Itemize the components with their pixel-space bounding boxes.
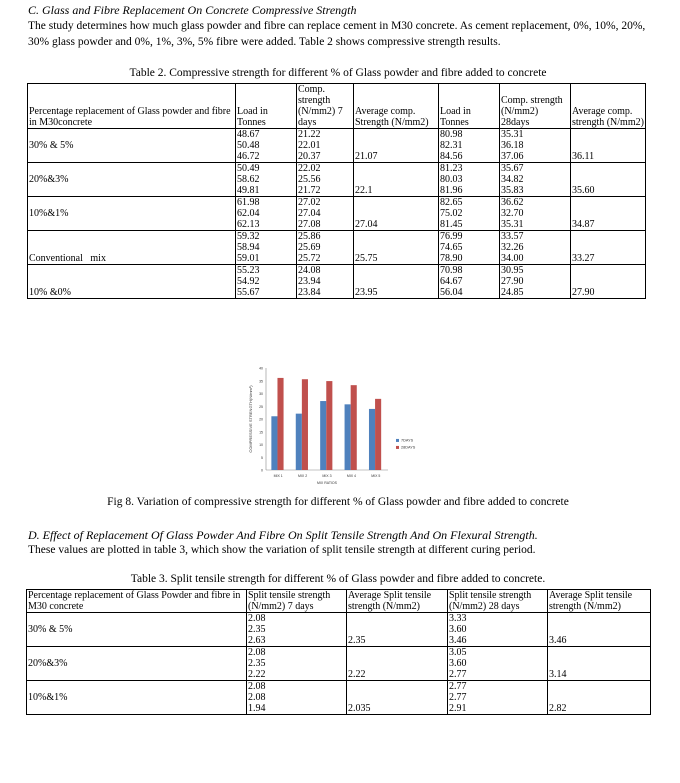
- comp-strength-28days: [500, 231, 571, 265]
- cell-value: 2.77: [449, 669, 467, 680]
- cell-value: 76.99: [440, 231, 463, 242]
- cell-value: 56.04: [440, 287, 463, 298]
- fig8-caption: Fig 8. Variation of compressive strength for different % of Glass powder and fibre added to concrete: [107, 496, 569, 508]
- x-tick-label: MIX 3: [322, 474, 332, 478]
- cell-value: 70.98: [440, 265, 463, 276]
- cell-value: 74.65: [440, 242, 463, 253]
- comp-strength-28days: [500, 197, 571, 231]
- avg-split-28days: 3.46: [548, 613, 651, 647]
- cell-value: 82.65: [440, 197, 463, 208]
- load-28days: [439, 231, 500, 265]
- table-row: [27, 647, 651, 681]
- table3-header-cell: Average Split tensile strength (N/mm2): [347, 590, 448, 613]
- cell-value: 25.56: [298, 174, 321, 185]
- avg-comp-7days: 27.04: [354, 197, 439, 231]
- cell-value: 21.72: [298, 185, 321, 196]
- cell-value: 2.35: [248, 658, 266, 669]
- table3-header-cell: Percentage replacement of Glass Powder and fibre in M30 concrete: [27, 590, 247, 613]
- cell-value: 36.62: [501, 197, 524, 208]
- load-7days: [236, 129, 297, 163]
- bar-7days-mix5: [369, 409, 375, 470]
- cell-value: 27.02: [298, 197, 321, 208]
- cell-value: 23.84: [298, 287, 321, 298]
- table2-header-cell: Percentage replacement of Glass powder and fibre in M30concrete: [28, 84, 236, 129]
- cell-value: 2.08: [248, 613, 266, 624]
- section-c-heading: C. Glass and Fibre Replacement On Concrete Compressive Strength: [28, 3, 357, 17]
- cell-value: 21.22: [298, 129, 321, 140]
- bar-28days-mix5: [375, 399, 381, 470]
- table2-header-row: [28, 84, 646, 129]
- y-tick-label: 40: [259, 366, 263, 371]
- bar-7days-mix4: [345, 404, 351, 470]
- split-tensile-28days: [448, 647, 548, 681]
- cell-value: 2.08: [248, 647, 266, 658]
- cell-value: 48.67: [237, 129, 260, 140]
- y-tick-label: 35: [259, 379, 263, 384]
- avg-comp-7days: 23.95: [354, 265, 439, 299]
- cell-value: 35.67: [501, 163, 524, 174]
- cell-value: 3.60: [449, 624, 467, 635]
- cell-value: 35.83: [501, 185, 524, 196]
- cell-value: 64.67: [440, 276, 463, 287]
- cell-value: 59.32: [237, 231, 260, 242]
- table2-header-cell: Load in Tonnes: [236, 84, 297, 129]
- bar-28days-mix4: [351, 385, 357, 470]
- load-7days: [236, 231, 297, 265]
- avg-comp-7days: 25.75: [354, 231, 439, 265]
- y-tick-label: 15: [259, 430, 263, 435]
- cell-value: 80.98: [440, 129, 463, 140]
- avg-comp-28days: 34.87: [571, 197, 646, 231]
- load-28days: [439, 163, 500, 197]
- cell-value: 2.91: [449, 703, 467, 714]
- y-tick-label: 30: [259, 392, 263, 396]
- cell-value: 24.08: [298, 265, 321, 276]
- row-label: 10% &0%: [28, 265, 236, 299]
- avg-split-7days: 2.22: [347, 647, 448, 681]
- cell-value: 55.23: [237, 265, 260, 276]
- avg-split-28days: 3.14: [548, 647, 651, 681]
- cell-value: 3.60: [449, 658, 467, 669]
- bar-28days-mix2: [302, 379, 308, 470]
- section-c-paragraph: The study determines how much glass powder and fibre can replace cement in M30 concrete. As cement replacement, 0%, 10%, 20%, 30% glass powder and 0%, 1%, 3%, 5% fibre were added. Table 2 shows compressive strength results.: [28, 20, 646, 48]
- x-tick-label: MIX 1: [273, 474, 283, 478]
- avg-comp-7days: 21.07: [354, 129, 439, 163]
- cell-value: 1.94: [248, 703, 266, 714]
- avg-split-28days: 2.82: [548, 681, 651, 715]
- cell-value: 34.00: [501, 253, 524, 264]
- cell-value: 50.49: [237, 163, 260, 174]
- table2-caption: Table 2. Compressive strength for different % of Glass powder and fibre added to concrete: [129, 67, 547, 79]
- comp-strength-28days: [500, 129, 571, 163]
- table-row: [28, 129, 646, 163]
- cell-value: 2.35: [248, 624, 266, 635]
- table-row: [27, 613, 651, 647]
- cell-value: 22.01: [298, 140, 321, 151]
- legend-label: 7DAYS: [401, 438, 414, 443]
- x-tick-label: MIX 4: [346, 474, 356, 478]
- legend-swatch: [396, 439, 399, 442]
- y-tick-label: 25: [259, 404, 263, 409]
- cell-value: 35.31: [501, 219, 524, 230]
- cell-value: 49.81: [237, 185, 260, 196]
- cell-value: 20.37: [298, 151, 321, 162]
- comp-strength-7days: [297, 265, 354, 299]
- table3: [26, 589, 651, 715]
- comp-strength-28days: [500, 163, 571, 197]
- cell-value: 62.04: [237, 208, 260, 219]
- comp-strength-7days: [297, 197, 354, 231]
- cell-value: 2.08: [248, 692, 266, 703]
- cell-value: 81.23: [440, 163, 463, 174]
- cell-value: 3.46: [449, 635, 467, 646]
- x-tick-label: MIX 5: [371, 474, 381, 478]
- bar-28days-mix3: [326, 381, 332, 470]
- bar-7days-mix2: [296, 414, 302, 470]
- y-tick-label: 10: [259, 443, 263, 447]
- bar-7days-mix3: [320, 401, 326, 470]
- cell-value: 23.94: [298, 276, 321, 287]
- cell-value: 82.31: [440, 140, 463, 151]
- cell-value: 61.98: [237, 197, 260, 208]
- cell-value: 32.70: [501, 208, 524, 219]
- comp-strength-7days: [297, 129, 354, 163]
- x-axis-label: MIX RATIOS: [317, 481, 337, 485]
- split-tensile-7days: [247, 613, 347, 647]
- cell-value: 27.08: [298, 219, 321, 230]
- table2-header-cell: Average comp. Strength (N/mm2): [354, 84, 439, 129]
- cell-value: 78.90: [440, 253, 463, 264]
- avg-comp-7days: 22.1: [354, 163, 439, 197]
- cell-value: 81.45: [440, 219, 463, 230]
- table-row: [28, 265, 646, 299]
- cell-value: 3.33: [449, 613, 467, 624]
- avg-comp-28days: 35.60: [571, 163, 646, 197]
- cell-value: 54.92: [237, 276, 260, 287]
- cell-value: 75.02: [440, 208, 463, 219]
- legend-label: 28DAYS: [401, 445, 416, 450]
- cell-value: 30.95: [501, 265, 524, 276]
- table3-header-cell: Split tensile strength (N/mm2) 7 days: [247, 590, 347, 613]
- load-28days: [439, 265, 500, 299]
- table-row: [28, 197, 646, 231]
- compressive-strength-chart: [228, 362, 478, 494]
- cell-value: 58.62: [237, 174, 260, 185]
- bar-7days-mix1: [271, 416, 277, 470]
- row-label: 20%&3%: [28, 163, 236, 197]
- section-d-heading: D. Effect of Replacement Of Glass Powder And Fibre On Split Tensile Strength And On Flexural Strength.: [28, 528, 538, 542]
- cell-value: 37.06: [501, 151, 524, 162]
- table-row: [28, 231, 646, 265]
- cell-value: 2.08: [248, 681, 266, 692]
- cell-value: 33.57: [501, 231, 524, 242]
- cell-value: 62.13: [237, 219, 260, 230]
- cell-value: 24.85: [501, 287, 524, 298]
- cell-value: 59.01: [237, 253, 260, 264]
- load-7days: [236, 163, 297, 197]
- table-row: [27, 681, 651, 715]
- cell-value: 2.63: [248, 635, 266, 646]
- table3-header-cell: Average Split tensile strength (N/mm2): [548, 590, 651, 613]
- table2-header-cell: Average comp. strength (N/mm2): [571, 84, 646, 129]
- section-d-paragraph: These values are plotted in table 3, which show the variation of split tensile strength at different curing period.: [28, 544, 536, 556]
- split-tensile-7days: [247, 647, 347, 681]
- comp-strength-7days: [297, 231, 354, 265]
- table3-header-cell: Split tensile strength (N/mm2) 28 days: [448, 590, 548, 613]
- load-7days: [236, 197, 297, 231]
- cell-value: 36.18: [501, 140, 524, 151]
- avg-comp-28days: 36.11: [571, 129, 646, 163]
- cell-value: 2.22: [248, 669, 266, 680]
- cell-value: 22.02: [298, 163, 321, 174]
- table2-header-cell: Comp. strength (N/mm2) 7 days: [297, 84, 354, 129]
- avg-split-7days: 2.035: [347, 681, 448, 715]
- table3-header-row: [27, 590, 651, 613]
- avg-split-7days: 2.35: [347, 613, 448, 647]
- comp-strength-28days: [500, 265, 571, 299]
- load-28days: [439, 129, 500, 163]
- row-label: 20%&3%: [27, 647, 247, 681]
- y-tick-label: 5: [261, 455, 263, 460]
- cell-value: 3.05: [449, 647, 467, 658]
- legend-swatch: [396, 446, 399, 449]
- split-tensile-7days: [247, 681, 347, 715]
- row-label: 30% & 5%: [27, 613, 247, 647]
- row-label: 30% & 5%: [28, 129, 236, 163]
- avg-comp-28days: 27.90: [571, 265, 646, 299]
- row-label: 10%&1%: [28, 197, 236, 231]
- avg-comp-28days: 33.27: [571, 231, 646, 265]
- y-tick-label: 0: [261, 468, 263, 473]
- cell-value: 25.72: [298, 253, 321, 264]
- load-7days: [236, 265, 297, 299]
- x-tick-label: MIX 2: [298, 474, 308, 478]
- cell-value: 55.67: [237, 287, 260, 298]
- cell-value: 50.48: [237, 140, 260, 151]
- cell-value: 58.94: [237, 242, 260, 253]
- cell-value: 35.31: [501, 129, 524, 140]
- split-tensile-28days: [448, 681, 548, 715]
- comp-strength-7days: [297, 163, 354, 197]
- cell-value: 25.69: [298, 242, 321, 253]
- cell-value: 27.04: [298, 208, 321, 219]
- table2-header-cell: Load in Tonnes: [439, 84, 500, 129]
- cell-value: 27.90: [501, 276, 524, 287]
- table-row: [28, 163, 646, 197]
- row-label: 10%&1%: [27, 681, 247, 715]
- row-label: Conventional mix: [28, 231, 236, 265]
- split-tensile-28days: [448, 613, 548, 647]
- bar-28days-mix1: [277, 378, 283, 470]
- cell-value: 2.77: [449, 692, 467, 703]
- cell-value: 32.26: [501, 242, 524, 253]
- cell-value: 84.56: [440, 151, 463, 162]
- cell-value: 81.96: [440, 185, 463, 196]
- cell-value: 34.82: [501, 174, 524, 185]
- table2: [27, 83, 646, 299]
- table3-caption: Table 3. Split tensile strength for different % of Glass powder and fibre added to concrete.: [130, 573, 546, 585]
- cell-value: 25.86: [298, 231, 321, 242]
- cell-value: 2.77: [449, 681, 467, 692]
- table2-header-cell: Comp. strength (N/mm2) 28days: [500, 84, 571, 129]
- y-tick-label: 20: [259, 417, 263, 422]
- load-28days: [439, 197, 500, 231]
- cell-value: 46.72: [237, 151, 260, 162]
- cell-value: 80.03: [440, 174, 463, 185]
- y-axis-label: COMPRESSIVE STRENGTH(N/mm²): [248, 385, 253, 453]
